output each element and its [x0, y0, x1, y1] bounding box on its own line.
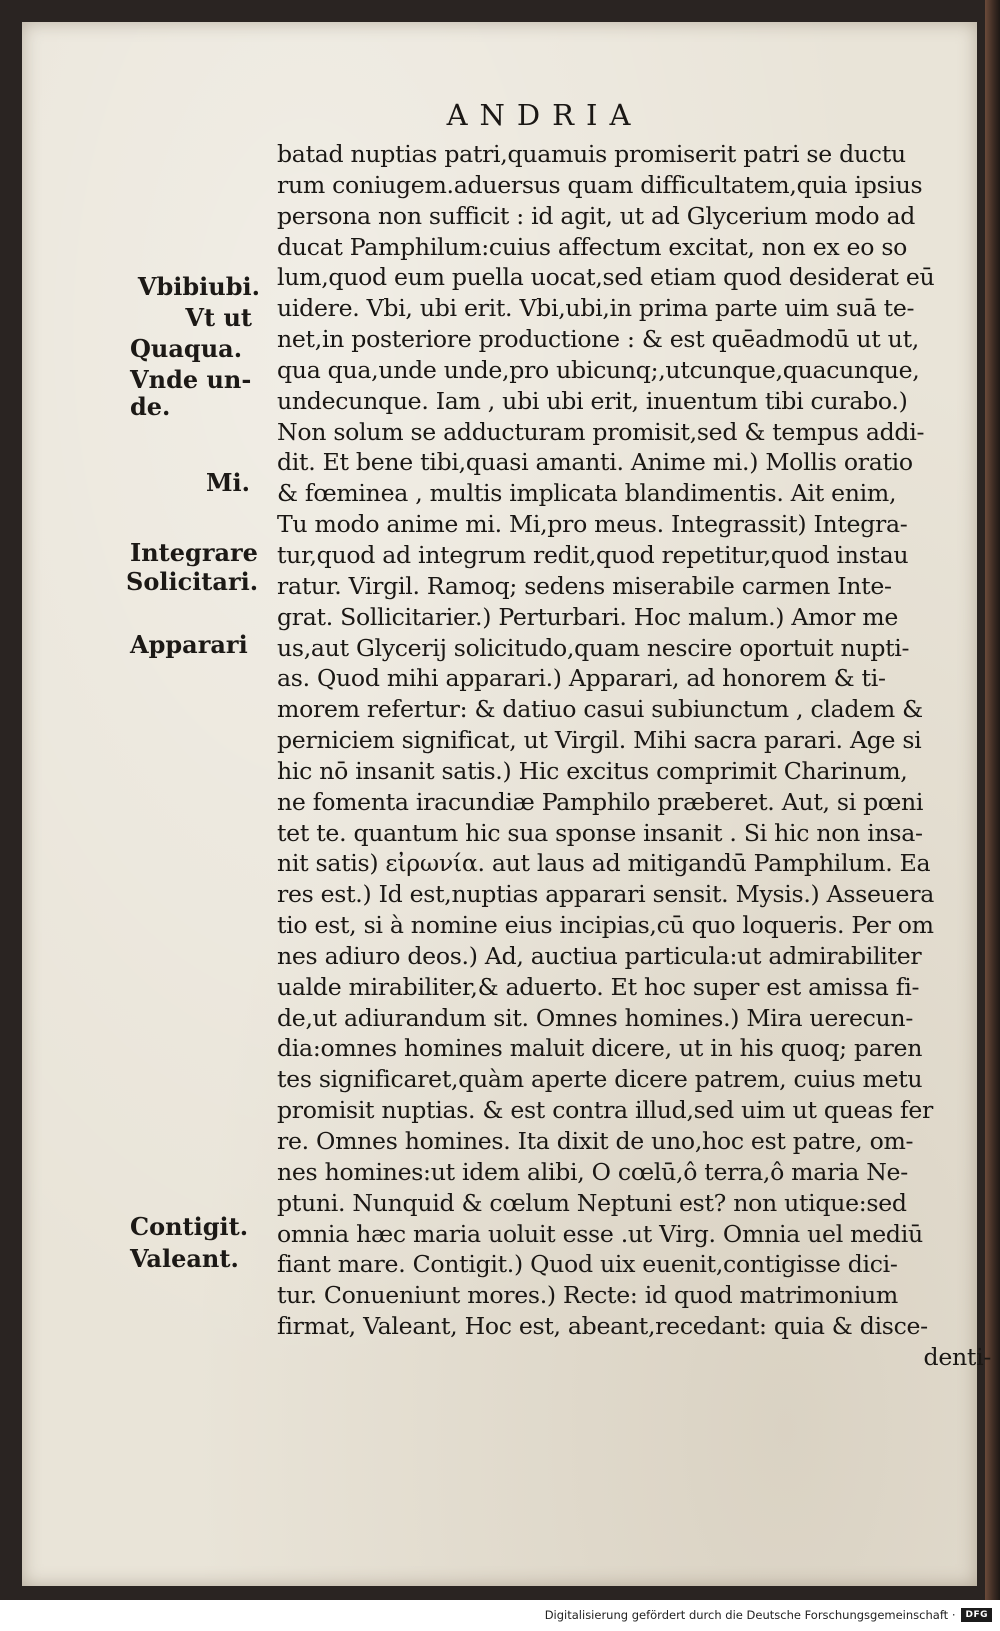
text-line: hic nō insanit satis.) Hic excitus comprimit Charinum, [277, 756, 908, 785]
text-line: de,ut adiurandum sit. Omnes homines.) Mira uerecun- [277, 1003, 913, 1032]
text-line: ualde mirabiliter,& aduerto. Et hoc super est amissa fi- [277, 972, 920, 1001]
text-line: as. Quod mihi apparari.) Apparari, ad honorem & ti- [277, 664, 886, 693]
margin-note: Integrare [130, 538, 258, 567]
text-line: re. Omnes homines. Ita dixit de uno,hoc est patre, om- [277, 1127, 914, 1155]
text-line: ducat Pamphilum:cuius affectum excitat, non ex eo so [277, 232, 908, 261]
text-line: tur,quod ad integrum redit,quod repetitur,quod instau [277, 540, 909, 569]
text-line: rum coniugem.aduersus quam difficultatem,quia ipsius [277, 170, 923, 199]
book-page [22, 22, 991, 1586]
text-line: uidere. Vbi, ubi erit. Vbi,ubi,in prima parte uim suā te- [277, 294, 915, 323]
text-line: net,in posteriore productione : & est quēadmodū ut ut, [277, 325, 919, 354]
dfg-logo-icon: DFG [961, 1608, 992, 1622]
footer-credit: Digitalisierung gefördert durch die Deutsche Forschungsgemeinschaft · [544, 1608, 956, 1622]
body-text [277, 139, 997, 1373]
text-line: ratur. Virgil. Ramoq; sedens miserabile carmen Inte- [277, 571, 892, 600]
text-line: Tu modo anime mi. Mi,pro meus. Integrassit) Integra- [277, 510, 908, 539]
text-line: undecunque. Iam , ubi ubi erit, inuentum tibi curabo.) [277, 386, 908, 415]
text-line: tes significaret,quàm aperte dicere patrem, cuius metu [277, 1065, 923, 1094]
text-line: persona non sufficit : id agit, ut ad Glycerium modo ad [277, 201, 916, 230]
margin-note: Vnde un- [130, 365, 252, 394]
text-line: lum,quod eum puella uocat,sed etiam quod desiderat eū [277, 263, 935, 292]
text-line: fiant mare. Contigit.) Quod uix euenit,contigisse dici- [277, 1250, 898, 1279]
text-line: ne fomenta iracundiæ Pamphilo præberet. Aut, si pœni [277, 787, 924, 816]
text-line: morem refertur: & datiuo casui subiunctum , cladem & [277, 695, 923, 724]
text-line: res est.) Id est,nuptias apparari sensit. Mysis.) Asseuera [277, 880, 934, 909]
text-line: & fœminea , multis implicata blandimentis. Ait enim, [277, 479, 897, 508]
text-line: nit satis) εἰρωνία. aut laus ad mitigandū Pamphilum. Ea [277, 849, 931, 878]
text-line: dia:omnes homines maluit dicere, ut in his quoq; paren [277, 1034, 923, 1063]
running-head: ANDRIA [446, 98, 643, 132]
catchword: denti- [923, 1342, 991, 1371]
margin-note: Valeant. [130, 1244, 239, 1273]
text-line: nes homines:ut idem alibi, O cœlū,ô terra,ô maria Ne- [277, 1157, 908, 1186]
text-line: tio est, si à nomine eius incipias,cū quo loqueris. Per om [277, 911, 934, 940]
text-line: ptuni. Nunquid & cœlum Neptuni est? non utique:sed [277, 1188, 907, 1217]
margin-note: Vt ut [185, 303, 252, 332]
text-line: perniciem significat, ut Virgil. Mihi sacra parari. Age si [277, 726, 922, 755]
margin-note: Contigit. [130, 1212, 249, 1241]
text-line: tur. Conueniunt mores.) Recte: id quod matrimonium [277, 1281, 898, 1310]
margin-note: de. [130, 392, 171, 421]
text-line: omnia hæc maria uoluit esse .ut Virg. Omnia uel mediū [277, 1219, 923, 1248]
text-line: Non solum se adducturam promisit,sed & tempus addi- [277, 417, 925, 446]
text-line: batad nuptias patri,quamuis promiserit patri se ductu [277, 140, 906, 168]
digitization-footer [545, 1604, 992, 1626]
text-line: grat. Sollicitarier.) Perturbari. Hoc malum.) Amor me [277, 602, 899, 631]
text-line: nes adiuro deos.) Ad, auctiua particula:ut admirabiliter [277, 941, 922, 970]
margin-note: Vbibiubi. [137, 272, 260, 301]
margin-note: Mi. [205, 468, 250, 497]
text-line: firmat, Valeant, Hoc est, abeant,recedant: quia & disce- [277, 1312, 928, 1341]
text-line: us,aut Glycerij solicitudo,quam nescire oportuit nupti- [277, 633, 910, 662]
text-line: promisit nuptias. & est contra illud,sed uim ut queas fer [277, 1096, 934, 1125]
margin-note: Quaqua. [130, 334, 243, 363]
text-line: tet te. quantum hic sua sponse insanit . Si hic non insa- [277, 818, 923, 847]
margin-note: Solicitari. [126, 567, 259, 596]
margin-note: Apparari [130, 630, 248, 659]
text-line: dit. Et bene tibi,quasi amanti. Anime mi.) Mollis oratio [277, 448, 913, 477]
text-line: qua qua,unde unde,pro ubicunq;,utcunque,quacunque, [277, 355, 920, 384]
